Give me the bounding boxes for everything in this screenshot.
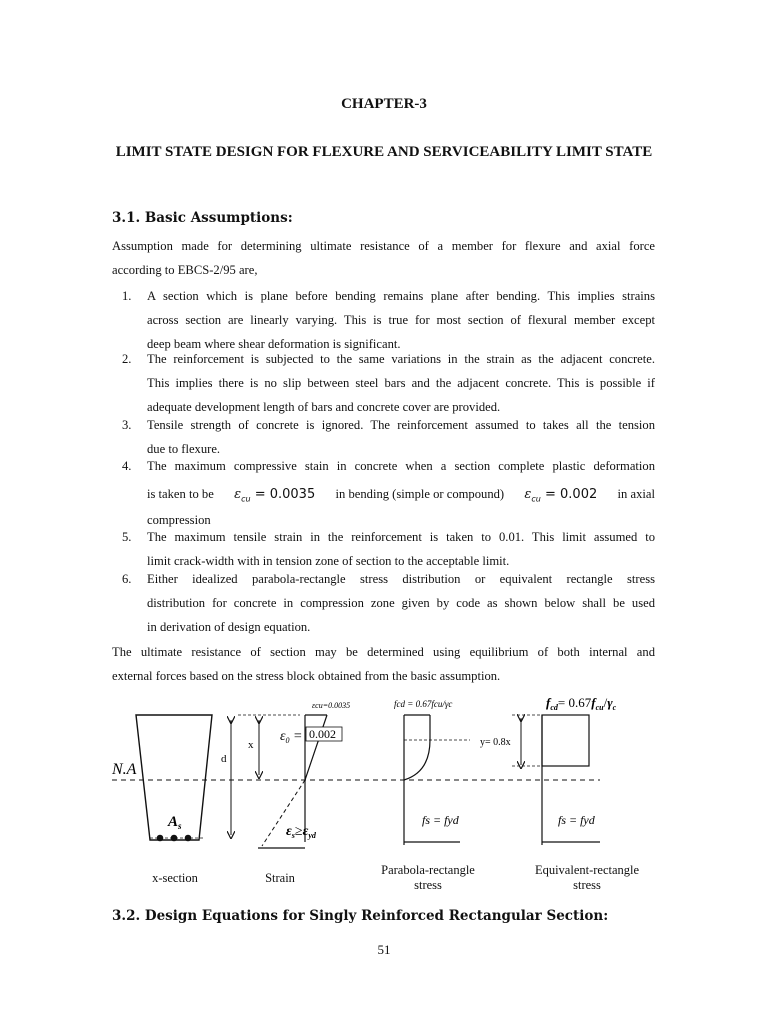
list-item-line: The reinforcement is subjected to the same variations in the strain as the adjacent concrete.: [147, 352, 655, 366]
list-item-line: A section which is plane before bending remains plane after bending. This implies strains: [147, 289, 655, 303]
neutral-axis-label: N.A: [112, 761, 137, 778]
caption-xsection: x-section: [152, 871, 198, 885]
subscript: cu: [241, 494, 251, 504]
chapter-label: CHAPTER-3: [341, 96, 427, 112]
eps-cu-small-label: εcu=0.0035: [312, 701, 351, 710]
rebar-dot: [185, 835, 192, 842]
list-item-text: in bending (simple or compound): [335, 487, 505, 501]
list-item-line: The maximum tensile strain in the reinforcement is taken to 0.01. This limit assumed to: [147, 530, 655, 544]
list-item-line: adequate development length of bars and concrete cover are provided.: [147, 400, 501, 414]
closing-line-1: The ultimate resistance of section may be determined using equilibrium of both internal and: [112, 645, 655, 659]
caption-equivalent: [520, 863, 654, 893]
caption-equivalent-line1: Equivalent-rectangle: [534, 863, 640, 877]
list-item-line: across section are linearly varying. This is true for most section of flexural member except: [147, 313, 655, 327]
parabola-fs-label: fs = fyd: [422, 813, 459, 827]
rect-fcd-equation: $f_{cd}= 0.67f_{cu}/\gamma_c$: [546, 695, 617, 712]
intro-line-2: according to EBCS-2/95 are,: [112, 263, 258, 277]
parabola-curve: [404, 715, 430, 780]
epsilon-symbol: ε: [524, 487, 532, 502]
equivalent-stress-block: [542, 715, 589, 766]
subscript: cu: [531, 494, 541, 504]
strain-profile-line: [305, 715, 327, 780]
list-item-number: 3.: [122, 418, 132, 432]
steel-strain-label: $\varepsilon_s\ge\varepsilon_{yd}$: [286, 824, 316, 840]
list-item-line: limit crack-width with in tension zone of section to the acceptable limit.: [147, 554, 510, 568]
chapter-title: LIMIT STATE DESIGN FOR FLEXURE AND SERVICEABILITY LIMIT STATE: [115, 144, 653, 160]
rebar-dot: [157, 835, 164, 842]
list-item-line: compression: [147, 513, 211, 527]
list-item-line: due to flexure.: [147, 442, 221, 456]
list-item-line: in derivation of design equation.: [147, 620, 311, 634]
epsilon-symbol: ε: [234, 487, 242, 502]
list-item-line: deep beam where shear deformation is significant.: [147, 337, 401, 351]
list-item-line: Either idealized parabola-rectangle stress distribution or equivalent rectangle stress: [147, 572, 655, 586]
list-item-text: in axial: [617, 487, 655, 501]
list-item-number: 1.: [122, 289, 132, 303]
list-item-line: This implies there is no slip between steel bars and the adjacent concrete. This is possible if: [147, 376, 655, 390]
caption-parabola: [368, 863, 488, 893]
eps-cu-axial-equation: [524, 483, 597, 512]
rebar-dot: [171, 835, 178, 842]
caption-parabola-line1: Parabola-rectangle: [381, 863, 475, 877]
eps0-label: $\varepsilon_0$ =: [280, 729, 303, 745]
page-number: 51: [377, 942, 391, 957]
eps-cu-bending-equation: [234, 483, 315, 512]
list-item-number: 6.: [122, 572, 132, 586]
depth-label: d: [221, 753, 227, 765]
list-item-equation-line: [147, 482, 655, 512]
section-heading-basic-assumptions: 3.1. Basic Assumptions:: [112, 210, 293, 226]
na-depth-label: x: [248, 739, 254, 751]
closing-line-2: external forces based on the stress block obtained from the basic assumption.: [112, 669, 501, 683]
list-item-number: 2.: [122, 352, 132, 366]
section-heading-design-equations: 3.2. Design Equations for Singly Reinforced Rectangular Section:: [112, 908, 609, 924]
caption-equivalent-line2: stress: [573, 878, 601, 892]
rect-fs-label: fs = fyd: [558, 813, 595, 827]
stress-block-depth-label: y= 0.8x: [480, 737, 511, 748]
equation-value: = 0.0035: [254, 487, 316, 502]
list-item-text: is taken to be: [147, 487, 214, 501]
eps0-value: 0.002: [309, 727, 336, 741]
caption-strain: Strain: [265, 871, 295, 885]
equation-value: = 0.002: [545, 487, 598, 502]
list-item-line: distribution for concrete in compression zone given by code as shown below shall be used: [147, 596, 655, 610]
caption-parabola-line2: stress: [414, 878, 442, 892]
list-item-number: 4.: [122, 459, 132, 473]
list-item-line: Tensile strength of concrete is ignored. The reinforcement assumed to takes all the tension: [147, 418, 655, 432]
steel-area-label: $A_s$: [168, 814, 182, 831]
intro-line-1: Assumption made for determining ultimate resistance of a member for flexure and axial force: [112, 239, 655, 253]
parabola-fcd-label: fcd = 0.67fcu/γc: [394, 699, 453, 709]
list-item-line: The maximum compressive stain in concrete when a section complete plastic deformation: [147, 459, 655, 473]
list-item-number: 5.: [122, 530, 132, 544]
